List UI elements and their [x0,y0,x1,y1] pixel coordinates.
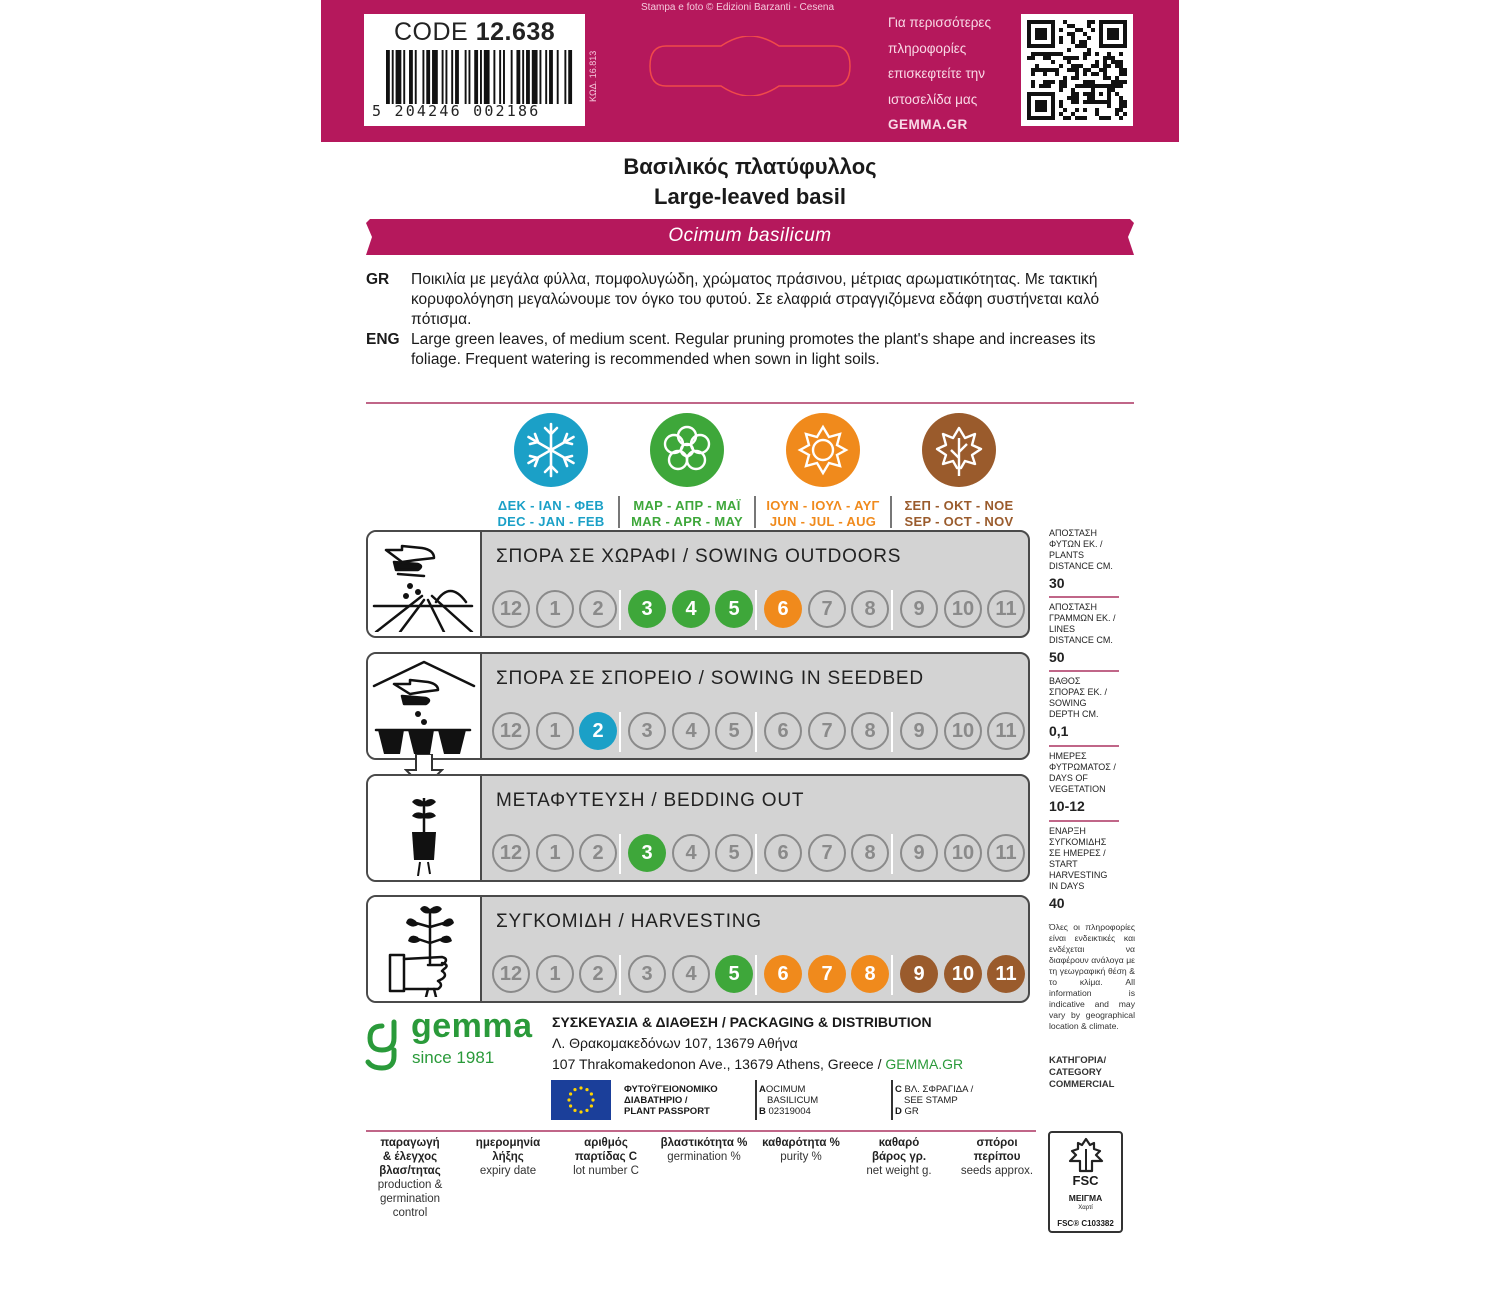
month-12: 12 [492,955,530,993]
barcode-icon [386,50,574,104]
barcode-digits: 5 204246 002186 [372,102,541,120]
latin-name-ribbon [366,219,1134,255]
month-2: 2 [579,955,617,993]
brand-name: gemma [411,1007,533,1045]
month-12: 12 [492,590,530,628]
spec-value: 10-12 [1049,798,1085,814]
month-7: 7 [808,590,846,628]
bottom-table-cell: καθαρότητα % purity % [762,1137,840,1163]
category: ΚΑΤΗΓΟΡΙΑ/ CATEGORY COMMERCIAL [1049,1055,1115,1090]
season-summer: ΙΟΥΝ - ΙΟΥΛ - ΑΥΓ JUN - JUL - AUG [758,412,888,530]
bottom-table-cell: παραγωγή & έλεγχος βλασ/τητας production & germination control [377,1137,443,1219]
row-title: ΣΠΟΡΑ ΣΕ ΣΠΟΡΕΙΟ / SOWING IN SEEDBED [496,668,924,689]
snowflake-icon [513,412,589,488]
month-8: 8 [851,712,889,750]
spec-item: ΑΠΟΣΤΑΣΗ ΓΡΑΜΜΩΝ ΕΚ. / LINES DISTANCE CM. 50 [1049,602,1121,666]
month-11: 11 [987,712,1025,750]
month-9: 9 [900,712,938,750]
title-english: Large-leaved basil [654,184,846,209]
hanger-hole-icon [636,36,864,96]
brand-since: since 1981 [412,1048,495,1067]
bottom-table-cell: βλαστικότητα % germination % [660,1137,748,1163]
sowing-seedbed-icon [372,658,476,754]
qr-code-icon [1027,20,1127,120]
harvesting-icon [372,901,476,997]
latin-name: Ocimum basilicum [668,225,832,246]
month-2: 2 [579,590,617,628]
plant-passport-label: ΦΥΤΟΫΓΕΙΟΝΟΜΙΚΟ ΔΙΑΒΑΤΗΡΙΟ / PLANT PASSPORT [624,1084,718,1117]
month-8: 8 [851,590,889,628]
fsc-badge: FSC ΜΕΙΓΜΑ Χαρτί FSC® C103382 [1048,1131,1123,1233]
month-1: 1 [536,590,574,628]
month-6: 6 [764,712,802,750]
season-autumn: ΣΕΠ - ΟΚΤ - ΝΟΕ SEP - OCT - NOV [894,412,1024,530]
month-7: 7 [808,712,846,750]
month-11: 11 [987,590,1025,628]
month-12: 12 [492,834,530,872]
header-band [321,0,1179,142]
address-greek: Λ. Θρακομακεδόνων 107, 13679 Αθήνα [552,1035,798,1051]
month-2: 2 [579,834,617,872]
month-6-active: 6 [764,955,802,993]
month-6-active: 6 [764,590,802,628]
kod-number: ΚΩΔ. 16.813 [588,50,598,102]
spec-value: 30 [1049,575,1065,591]
barcode-box [364,14,585,126]
spec-value: 0,1 [1049,723,1069,739]
month-11: 11 [987,834,1025,872]
month-strip [488,712,1026,752]
bottom-table-cell: καθαρό βάρος γρ. net weight g. [866,1137,932,1177]
month-9: 9 [900,834,938,872]
passport-c-d: C ΒΛ. ΣΦΡΑΓΙΔΑ / SEE STAMP D GR [895,1084,974,1117]
bottom-table-cell: αριθμός παρτίδας C lot number C [573,1137,639,1177]
calendar-row-harvesting [366,895,1030,1003]
gemma-logo-icon [364,1016,404,1072]
calendar-row-sowing-seedbed [366,652,1030,760]
month-3: 3 [628,955,666,993]
month-1: 1 [536,834,574,872]
month-7: 7 [808,834,846,872]
month-3: 3 [628,712,666,750]
month-1: 1 [536,955,574,993]
month-5: 5 [715,834,753,872]
row-title: ΣΥΓΚΟΜΙΔΗ / HARVESTING [496,911,762,932]
month-8-active: 8 [851,955,889,993]
address-english: 107 Thrakomakedonon Ave., 13679 Athens, Greece / GEMMA.GR [552,1056,964,1072]
month-1: 1 [536,712,574,750]
print-credit: Stampa e foto © Edizioni Barzanti - Cesena [641,2,835,13]
spec-value: 40 [1049,895,1065,911]
calendar-row-sowing-outdoors [366,530,1030,638]
month-3-active: 3 [628,590,666,628]
sun-icon [785,412,861,488]
month-10-active: 10 [944,955,982,993]
section-divider [366,402,1134,404]
company-website-link[interactable]: GEMMA.GR [885,1056,964,1072]
bottom-table-cell: σπόροι περίπου seeds approx. [960,1137,1034,1177]
sowing-outdoors-icon [372,536,476,632]
month-4: 4 [672,834,710,872]
spec-item: ΕΝΑΡΞΗ ΣΥΓΚΟΜΙΔΗΣ ΣΕ ΗΜΕΡΕΣ / START HARVESTING IN DAYS 40 [1049,826,1121,912]
month-10: 10 [944,590,982,628]
month-4-active: 4 [672,590,710,628]
month-3-active: 3 [628,834,666,872]
month-strip [488,834,1026,874]
month-9: 9 [900,590,938,628]
month-5-active: 5 [715,955,753,993]
month-10: 10 [944,834,982,872]
row-title: ΣΠΟΡΑ ΣΕ ΧΩΡΑΦΙ / SOWING OUTDOORS [496,546,902,567]
month-7-active: 7 [808,955,846,993]
info-lines: Για περισσότερες πληροφορίες επισκεφτείτε την ιστοσελίδα μας GEMMA.GR [888,10,991,138]
passport-a-b: AOCIMUM BASILICUM B 02319004 [759,1084,819,1117]
bottom-divider [366,1130,1036,1132]
product-code: CODE 12.638 [394,18,556,46]
bottom-table-cell: ημερομηνία λήξης expiry date [475,1137,541,1177]
month-4: 4 [672,712,710,750]
website-link[interactable]: GEMMA.GR [888,117,968,132]
month-4: 4 [672,955,710,993]
disclaimer: Όλες οι πληροφορίες είναι ενδεικτικές και ενδέχεται να διαφέρουν ανάλογα με τη γεωγραφική θέση & το κλίμα. All information is indicative and may vary by geographical location & climate. [1049,922,1135,1031]
month-10: 10 [944,712,982,750]
month-5-active: 5 [715,590,753,628]
month-strip [488,590,1026,630]
season-winter: ΔΕΚ - ΙΑΝ - ΦΕΒ DEC - JAN - FEB [486,412,616,530]
leaf-icon [921,412,997,488]
month-2-active: 2 [579,712,617,750]
month-8: 8 [851,834,889,872]
spec-item: ΗΜΕΡΕΣ ΦΥΤΡΩΜΑΤΟΣ / DAYS OF VEGETATION 10-12 [1049,751,1121,815]
month-12: 12 [492,712,530,750]
title-greek: Βασιλικός πλατύφυλλος [623,154,877,179]
month-6: 6 [764,834,802,872]
month-9-active: 9 [900,955,938,993]
flower-icon [649,412,725,488]
packaging-title: ΣΥΣΚΕΥΑΣΙΑ & ΔΙΑΘΕΣΗ / PACKAGING & DISTRIBUTION [552,1014,932,1030]
season-spring: ΜΑΡ - ΑΠΡ - ΜΑΪ MAR - APR - MAY [622,412,752,530]
spec-item: ΒΑΘΟΣ ΣΠΟΡΑΣ ΕΚ. / SOWING DEPTH CM. 0,1 [1049,676,1121,740]
month-5: 5 [715,712,753,750]
row-title: ΜΕΤΑΦΥΤΕΥΣΗ / BEDDING OUT [496,790,805,811]
bedding-out-icon [372,780,476,876]
qr-code[interactable] [1021,14,1133,126]
calendar-row-bedding-out [366,774,1030,882]
spec-value: 50 [1049,649,1065,665]
spec-item: ΑΠΟΣΤΑΣΗ ΦΥΤΩΝ ΕΚ. / PLANTS DISTANCE CM. 30 [1049,528,1121,592]
month-11-active: 11 [987,955,1025,993]
fsc-tree-icon [1064,1137,1108,1173]
eu-flag-icon [551,1080,611,1120]
month-strip [488,955,1026,995]
